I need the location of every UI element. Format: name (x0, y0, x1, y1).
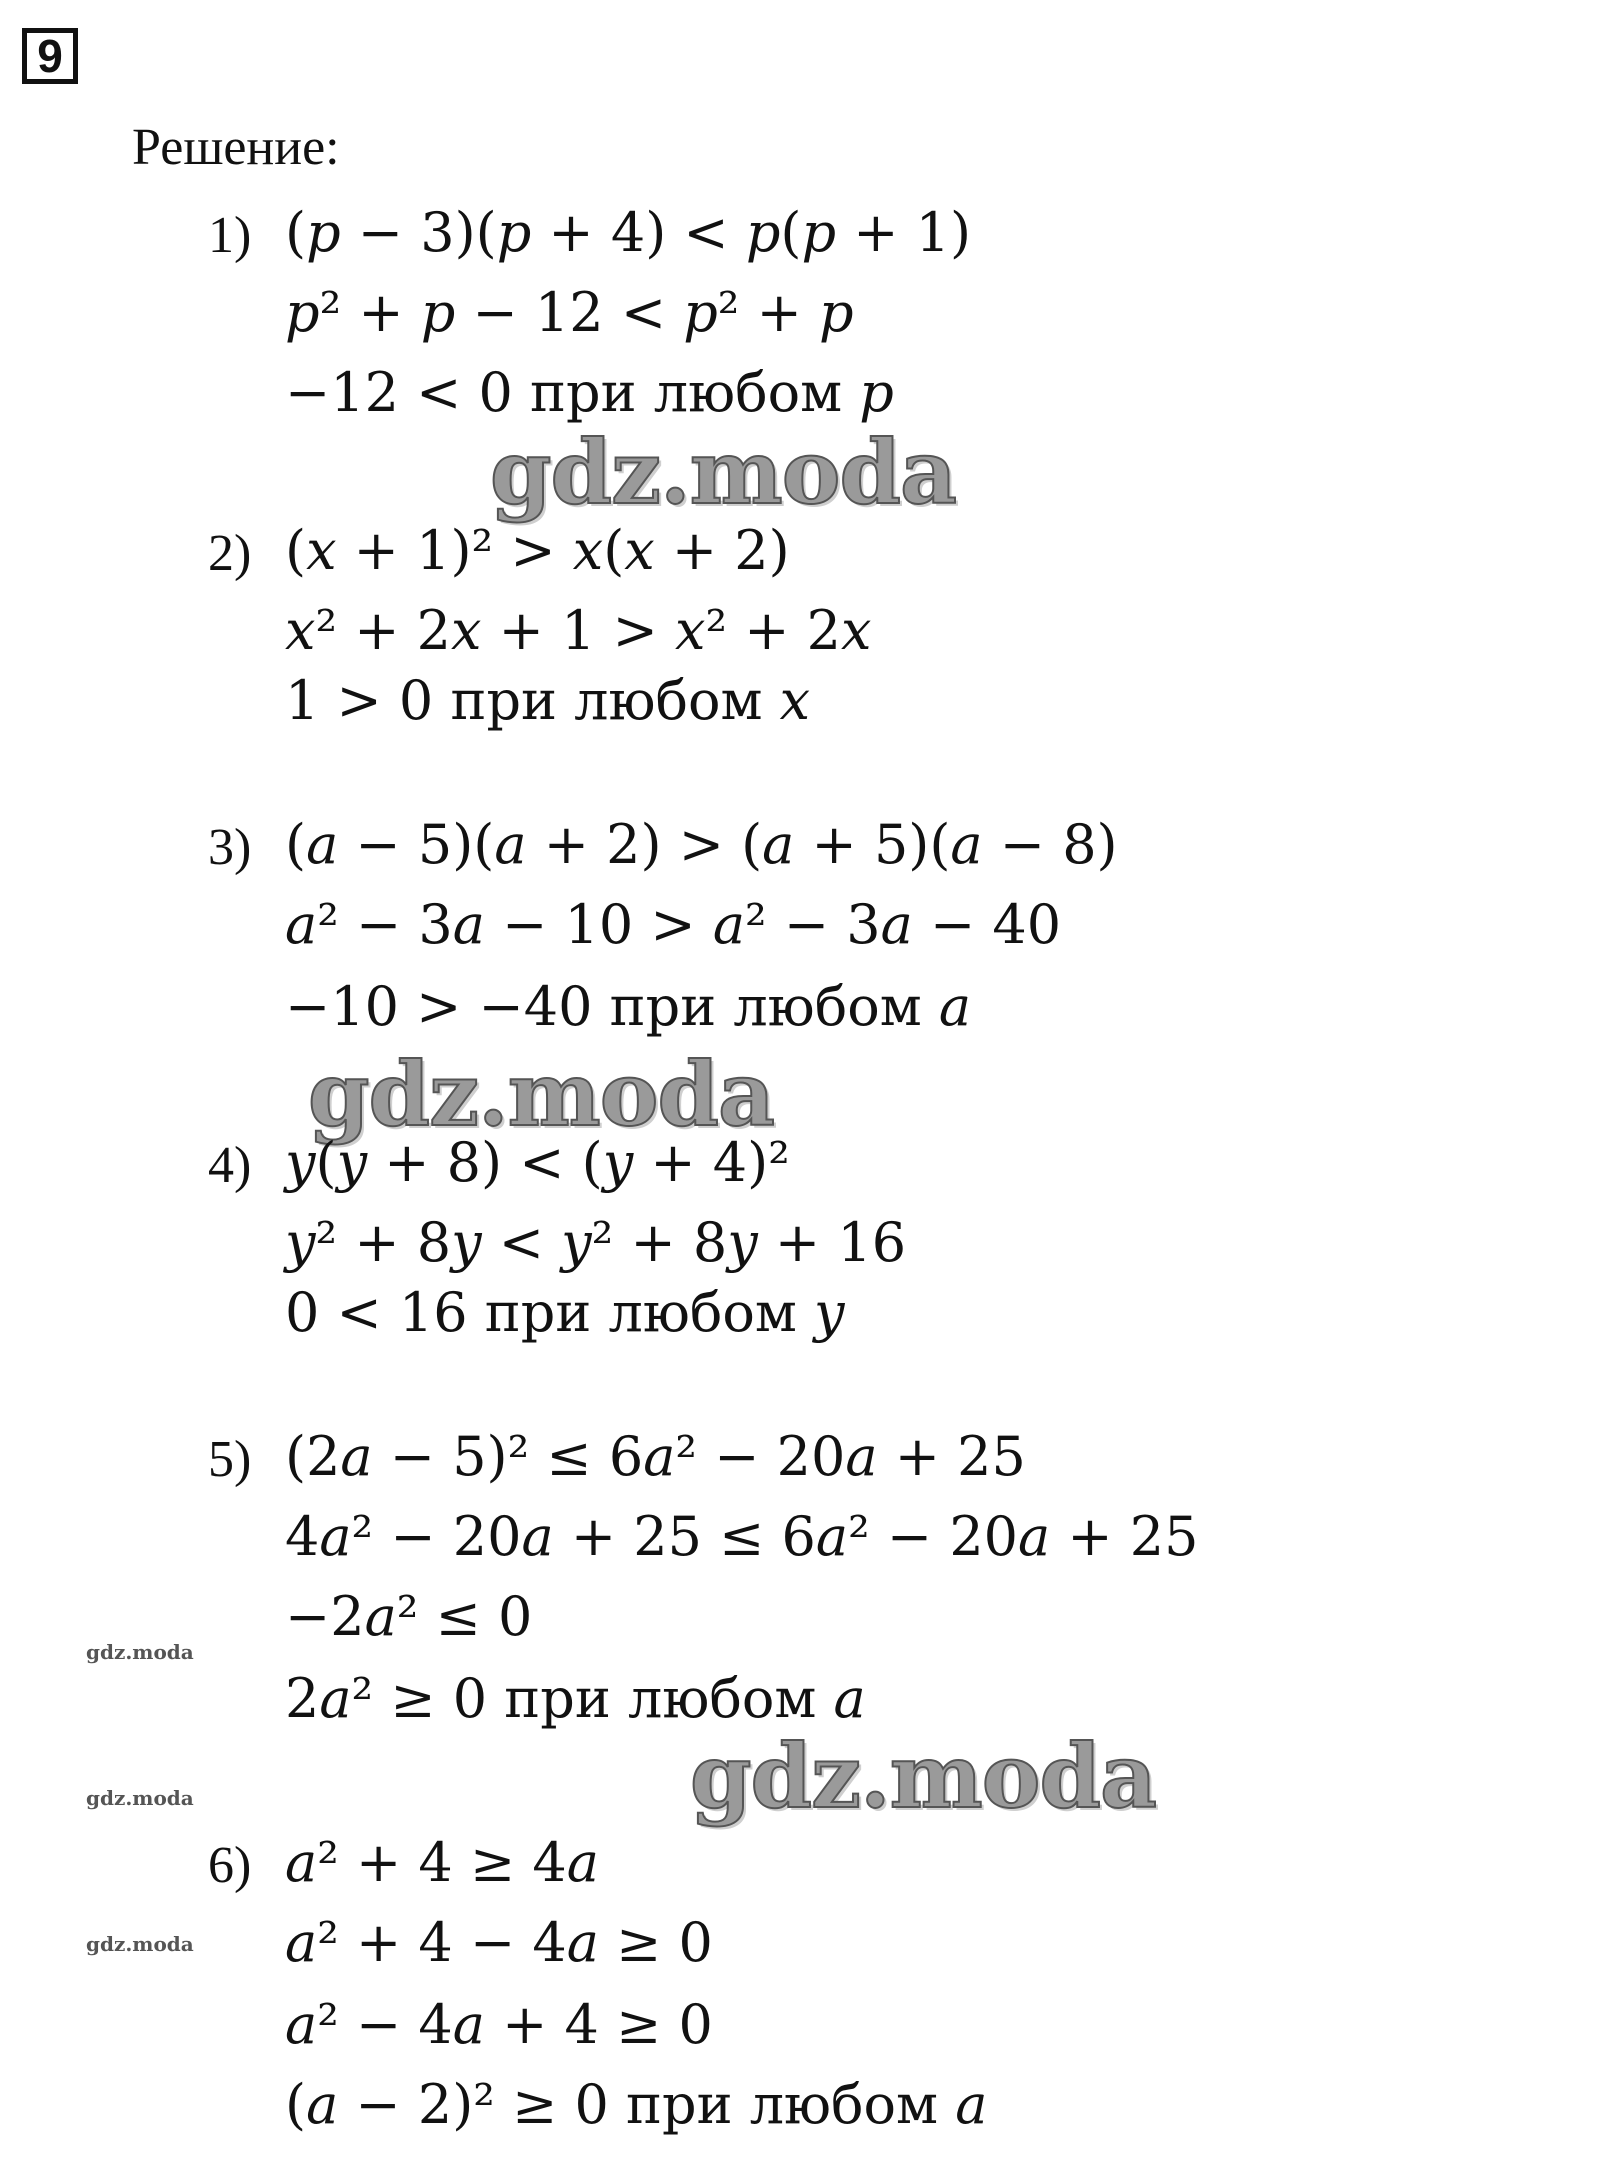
item-6-line-1: 𝑎² + 4 ≥ 4𝑎 (285, 1831, 599, 1894)
watermark-1: gdz.moda (490, 420, 957, 524)
task-number: 9 (37, 30, 63, 82)
item-6-number: 6) (208, 1837, 252, 1894)
item-1-number: 1) (208, 207, 252, 264)
item-5-line-2: 4𝑎² − 20𝑎 + 25 ≤ 6𝑎² − 20𝑎 + 25 (285, 1505, 1199, 1568)
item-5-line-1: (2𝑎 − 5)² ≤ 6𝑎² − 20𝑎 + 25 (285, 1425, 1026, 1488)
task-number-box (22, 28, 78, 84)
item-3-number: 3) (208, 819, 252, 876)
item-1-line-1: (𝑝 − 3)(𝑝 + 4) < 𝑝(𝑝 + 1) (285, 201, 972, 264)
watermark-2: gdz.moda (308, 1042, 775, 1146)
watermark-small-3: gdz.moda (86, 1932, 194, 1956)
item-6-line-3: 𝑎² − 4𝑎 + 4 ≥ 0 (285, 1993, 713, 2056)
item-6-line-4: (𝑎 − 2)² ≥ 0 при любом 𝑎 (285, 2073, 988, 2136)
item-3-line-3: −10 > −40 при любом 𝑎 (285, 975, 972, 1038)
item-1-line-3: −12 < 0 при любом 𝑝 (285, 361, 894, 424)
watermark-small-1: gdz.moda (86, 1640, 194, 1664)
item-4-line-3: 0 < 16 при любом 𝑦 (285, 1281, 845, 1344)
item-4-number: 4) (208, 1137, 252, 1194)
item-5-line-4: 2𝑎² ≥ 0 при любом 𝑎 (285, 1667, 866, 1730)
item-2-number: 2) (208, 525, 252, 582)
item-5-line-3: −2𝑎² ≤ 0 (285, 1585, 533, 1648)
item-3-line-1: (𝑎 − 5)(𝑎 + 2) > (𝑎 + 5)(𝑎 − 8) (285, 813, 1118, 876)
watermark-small-2: gdz.moda (86, 1786, 194, 1810)
item-2-line-1: (𝑥 + 1)² > 𝑥(𝑥 + 2) (285, 519, 790, 582)
item-4-line-1: 𝑦(𝑦 + 8) < (𝑦 + 4)² (285, 1131, 790, 1194)
item-2-line-3: 1 > 0 при любом 𝑥 (285, 669, 811, 732)
solution-label: Решение: (132, 119, 340, 176)
item-3-line-2: 𝑎² − 3𝑎 − 10 > 𝑎² − 3𝑎 − 40 (285, 893, 1062, 956)
item-6-line-2: 𝑎² + 4 − 4𝑎 ≥ 0 (285, 1911, 713, 1974)
item-5-number: 5) (208, 1431, 252, 1488)
watermark-3: gdz.moda (690, 1724, 1157, 1828)
item-4-line-2: 𝑦² + 8𝑦 < 𝑦² + 8𝑦 + 16 (285, 1211, 907, 1274)
item-1-line-2: 𝑝² + 𝑝 − 12 < 𝑝² + 𝑝 (285, 281, 854, 344)
item-2-line-2: 𝑥² + 2𝑥 + 1 > 𝑥² + 2𝑥 (285, 599, 872, 662)
